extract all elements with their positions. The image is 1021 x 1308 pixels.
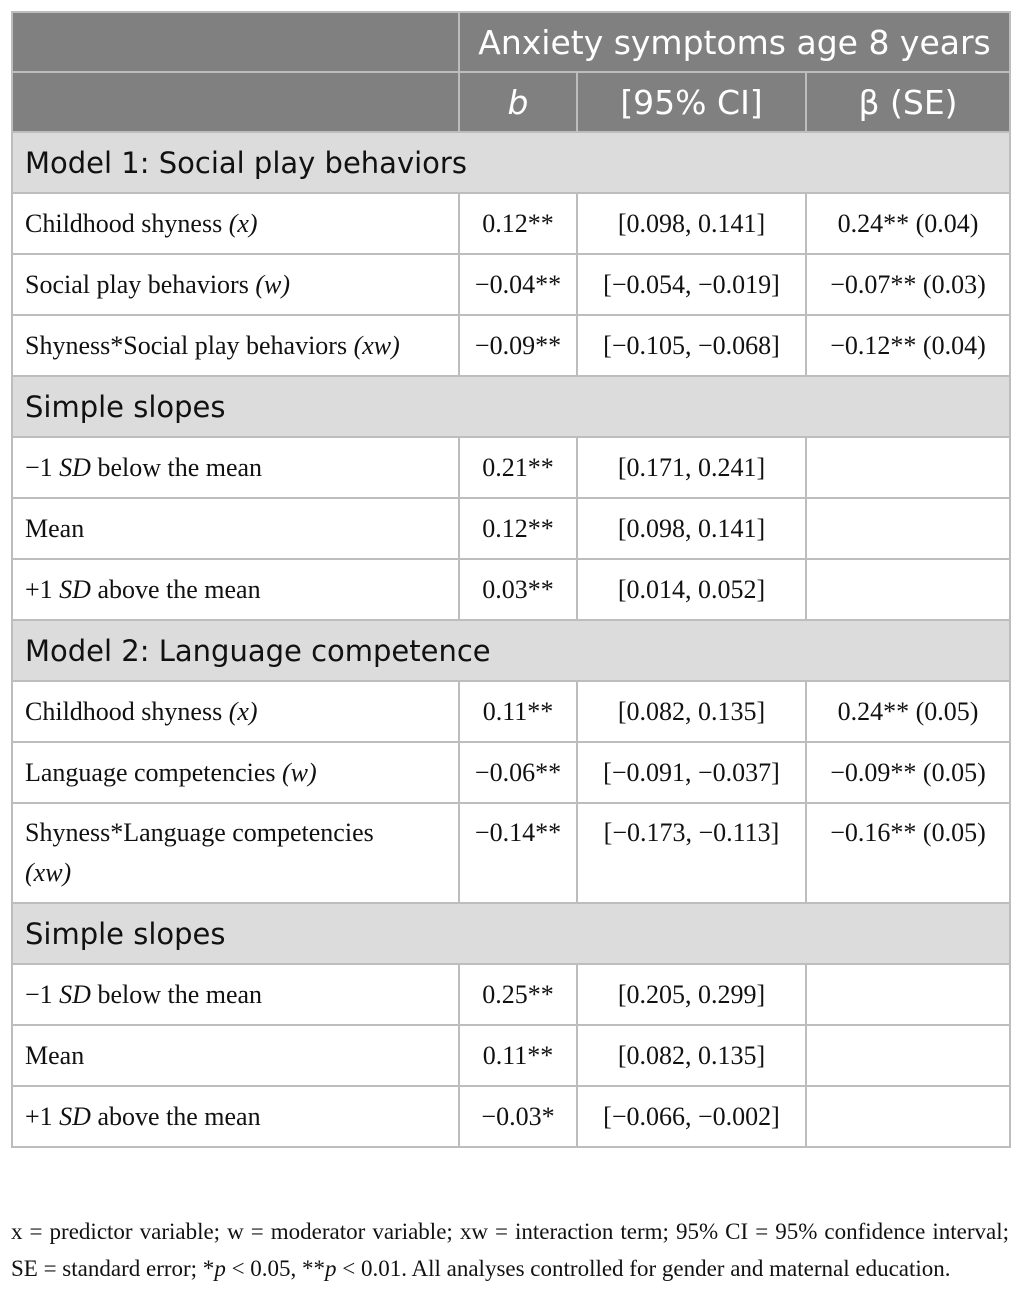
section-row [12, 132, 1010, 193]
header-col-beta: β (SE) [806, 72, 1010, 132]
cell-ci: [−0.054, −0.019] [577, 254, 806, 315]
cell-beta: 0.24** (0.05) [806, 681, 1010, 742]
section-row [12, 903, 1010, 964]
row-label: −1 SD below the mean [12, 964, 459, 1025]
model1-title: Model 1: Social play behaviors [12, 132, 1010, 193]
table-row [12, 498, 1010, 559]
cell-b: 0.11** [459, 681, 577, 742]
cell-empty [806, 1025, 1010, 1086]
cell-b: −0.06** [459, 742, 577, 803]
table-row [12, 254, 1010, 315]
header-row-group [12, 12, 1010, 72]
cell-ci: [0.082, 0.135] [577, 1025, 806, 1086]
cell-empty [806, 964, 1010, 1025]
cell-beta: −0.16** (0.05) [806, 803, 1010, 903]
row-label: Mean [12, 498, 459, 559]
table-row [12, 742, 1010, 803]
cell-ci: [0.082, 0.135] [577, 681, 806, 742]
cell-b: −0.09** [459, 315, 577, 376]
cell-ci: [0.098, 0.141] [577, 193, 806, 254]
table-row [12, 559, 1010, 620]
cell-empty [806, 559, 1010, 620]
row-label: Language competencies (w) [12, 742, 459, 803]
cell-b: 0.03** [459, 559, 577, 620]
header-col-b: b [459, 72, 577, 132]
cell-b: 0.12** [459, 498, 577, 559]
cell-b: −0.04** [459, 254, 577, 315]
cell-ci: [0.205, 0.299] [577, 964, 806, 1025]
cell-ci: [0.014, 0.052] [577, 559, 806, 620]
table-footnote: x = predictor variable; w = moderator variable; xw = interaction term; 95% CI = 95% confidence interval; SE = standard error; *p < 0.05, **p < 0.01. All analyses controlled for gender and maternal education. [11, 1219, 1009, 1281]
model2-slopes-title: Simple slopes [12, 903, 1010, 964]
row-label: Mean [12, 1025, 459, 1086]
table-row [12, 437, 1010, 498]
header-group-title: Anxiety symptoms age 8 years [459, 12, 1010, 72]
cell-ci: [−0.091, −0.037] [577, 742, 806, 803]
header-row-columns [12, 72, 1010, 132]
cell-ci: [−0.173, −0.113] [577, 803, 806, 903]
cell-ci: [0.098, 0.141] [577, 498, 806, 559]
cell-b: 0.11** [459, 1025, 577, 1086]
section-row [12, 620, 1010, 681]
row-label: Childhood shyness (x) [12, 193, 459, 254]
table-row [12, 315, 1010, 376]
cell-ci: [0.171, 0.241] [577, 437, 806, 498]
row-label: −1 SD below the mean [12, 437, 459, 498]
table-row [12, 1025, 1010, 1086]
table-row [12, 803, 1010, 903]
row-label: Shyness*Social play behaviors (xw) [12, 315, 459, 376]
results-table-container [11, 11, 1009, 1148]
table-row [12, 193, 1010, 254]
section-row [12, 376, 1010, 437]
regression-table [11, 11, 1011, 1148]
cell-b: −0.03* [459, 1086, 577, 1147]
row-label: Social play behaviors (w) [12, 254, 459, 315]
cell-ci: [−0.105, −0.068] [577, 315, 806, 376]
cell-beta: 0.24** (0.04) [806, 193, 1010, 254]
model2-title: Model 2: Language competence [12, 620, 1010, 681]
header-blank-cell [12, 72, 459, 132]
header-col-ci: [95% CI] [577, 72, 806, 132]
cell-beta: −0.12** (0.04) [806, 315, 1010, 376]
table-row [12, 1086, 1010, 1147]
row-label: +1 SD above the mean [12, 559, 459, 620]
table-row [12, 681, 1010, 742]
cell-b: 0.12** [459, 193, 577, 254]
model1-slopes-title: Simple slopes [12, 376, 1010, 437]
cell-empty [806, 437, 1010, 498]
cell-beta: −0.07** (0.03) [806, 254, 1010, 315]
cell-beta: −0.09** (0.05) [806, 742, 1010, 803]
cell-b: −0.14** [459, 803, 577, 903]
table-row [12, 964, 1010, 1025]
header-blank-cell [12, 12, 459, 72]
row-label: +1 SD above the mean [12, 1086, 459, 1147]
cell-ci: [−0.066, −0.002] [577, 1086, 806, 1147]
cell-b: 0.21** [459, 437, 577, 498]
row-label: Shyness*Language competencies (xw) [12, 803, 459, 903]
cell-b: 0.25** [459, 964, 577, 1025]
cell-empty [806, 498, 1010, 559]
row-label: Childhood shyness (x) [12, 681, 459, 742]
cell-empty [806, 1086, 1010, 1147]
